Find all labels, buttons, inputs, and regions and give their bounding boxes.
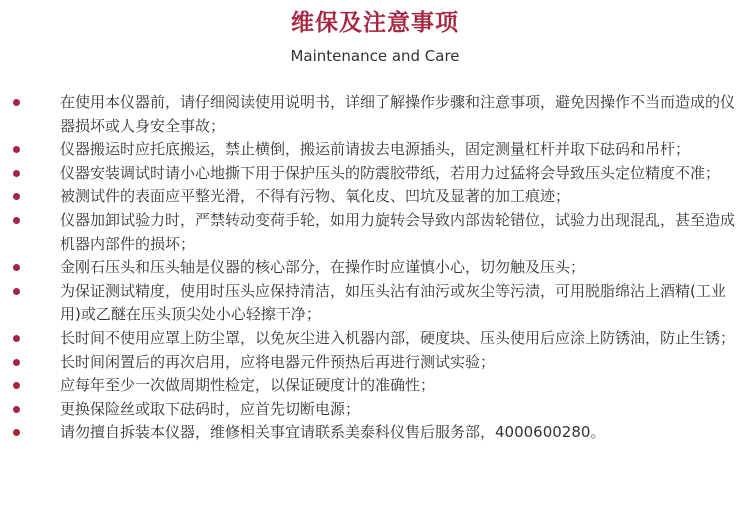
note-text: 请勿擅自拆装本仪器，维修相关事宜请联系美泰科仪售后服务部，4000600280。 — [60, 423, 606, 442]
note-text: 长时间不使用应罩上防尘罩，以免灰尘进入机器内部，硬度块、压头使用后应涂上防锈油，防止生锈； — [60, 328, 736, 347]
bullet-icon — [13, 264, 20, 271]
bullet-icon — [13, 217, 20, 224]
note-text: 应每年至少一次做周期性检定，以保证硬度计的准确性； — [60, 376, 436, 395]
page-subtitle: Maintenance and Care — [290, 47, 460, 65]
note-text: 为保证测试精度，使用时压头应保持清洁，如压头沾有油污或灰尘等污渍，可用脱脂绵沾上酒精(工业用)或乙醚在压头顶尖处小心轻擦干净； — [60, 281, 726, 324]
bullet-icon — [13, 429, 20, 436]
bullet-icon — [13, 193, 20, 200]
note-text: 仪器搬运时应托底搬运，禁止横倒，搬运前请拔去电源插头，固定测量杠杆并取下砝码和吊杆； — [60, 140, 691, 159]
bullet-icon — [13, 99, 20, 106]
list-item — [0, 256, 750, 280]
list-item — [0, 398, 750, 422]
list-item — [0, 280, 750, 327]
page-title: 维保及注意事项 — [291, 10, 459, 36]
list-item — [0, 351, 750, 375]
list-item — [0, 91, 750, 138]
list-item — [0, 162, 750, 186]
note-text: 金刚石压头和压头轴是仪器的核心部分，在操作时应谨慎小心，切勿触及压头； — [60, 258, 586, 277]
note-text: 更换保险丝或取下砝码时，应首先切断电源； — [60, 399, 361, 418]
bullet-icon — [13, 170, 20, 177]
note-text: 仪器安装调试时请小心地撕下用于保护压头的防震胶带纸，若用力过猛将会导致压头定位精度不准； — [60, 163, 721, 182]
bullet-icon — [13, 406, 20, 413]
bullet-icon — [13, 335, 20, 342]
note-text: 被测试件的表面应平整光滑，不得有污物、氧化皮、凹坑及显著的加工痕迹； — [60, 187, 571, 206]
note-text: 长时间闲置后的再次启用，应将电器元件预热后再进行测试实验； — [60, 352, 496, 371]
bullet-icon — [13, 288, 20, 295]
maintenance-notes-list — [0, 91, 750, 445]
bullet-icon — [13, 146, 20, 153]
list-item — [0, 374, 750, 398]
note-text: 仪器加卸试验力时，严禁转动变荷手轮，如用力旋转会导致内部齿轮错位，试验力出现混乱，甚至造成机器内部件的损坏； — [60, 210, 736, 253]
list-item — [0, 209, 750, 256]
list-item — [0, 138, 750, 162]
bullet-icon — [13, 382, 20, 389]
list-item — [0, 327, 750, 351]
bullet-icon — [13, 359, 20, 366]
list-item — [0, 185, 750, 209]
list-item — [0, 421, 750, 445]
note-text: 在使用本仪器前，请仔细阅读使用说明书，详细了解操作步骤和注意事项，避免因操作不当而造成的仪器损坏或人身安全事故； — [60, 93, 736, 135]
